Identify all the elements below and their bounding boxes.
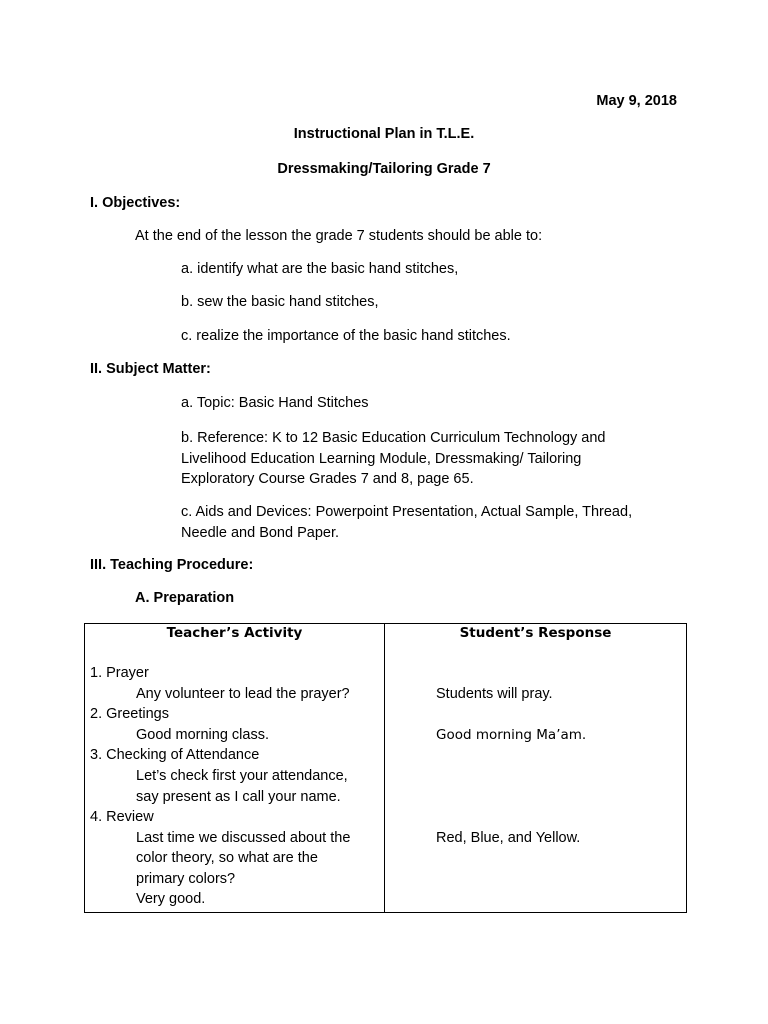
table-row <box>85 643 687 913</box>
teacher-activity-cell <box>85 643 385 913</box>
reference-line: Livelihood Education Learning Module, Dressmaking/ Tailoring <box>181 450 582 467</box>
subject-topic: a. Topic: Basic Hand Stitches <box>181 395 369 411</box>
subject-reference <box>181 428 661 490</box>
reference-line: b. Reference: K to 12 Basic Education Curriculum Technology and <box>181 430 606 446</box>
activity-line: Last time we discussed about the <box>136 830 351 846</box>
activity-line: primary colors? <box>136 871 236 887</box>
activity-line: Any volunteer to lead the prayer? <box>136 686 350 702</box>
preparation-heading: A. Preparation <box>135 590 235 606</box>
activity-line: say present as I call your name. <box>136 789 341 805</box>
activity-line: Let’s check first your attendance, <box>136 768 348 784</box>
aids-line: c. Aids and Devices: Powerpoint Presentation, Actual Sample, Thread, <box>181 504 633 520</box>
activity-line: color theory, so what are the <box>136 850 318 866</box>
activity-line: 2. Greetings <box>90 706 169 722</box>
activity-line: 3. Checking of Attendance <box>90 747 260 763</box>
activity-line: Very good. <box>136 891 206 907</box>
activity-line: 1. Prayer <box>90 665 149 681</box>
activity-line: Good morning class. <box>136 727 269 743</box>
teacher-activity-header: Teacher’s Activity <box>85 624 385 644</box>
response-line: Good morning Ma’am. <box>436 727 587 743</box>
response-line: Red, Blue, and Yellow. <box>436 830 581 846</box>
response-line: Students will pray. <box>436 686 553 702</box>
document-subtitle: Dressmaking/Tailoring Grade 7 <box>277 161 491 177</box>
document-title: Instructional Plan in T.L.E. <box>293 126 475 142</box>
table-header-row <box>85 624 687 644</box>
subject-aids <box>181 502 661 543</box>
activity-line: 4. Review <box>90 809 154 825</box>
document-date: May 9, 2018 <box>596 93 677 109</box>
objectives-heading: I. Objectives: <box>90 195 181 211</box>
subject-matter-heading: II. Subject Matter: <box>90 361 211 377</box>
student-response-cell <box>385 643 687 913</box>
preparation-table <box>84 623 687 913</box>
aids-line: Needle and Bond Paper. <box>181 524 340 541</box>
objectives-lead: At the end of the lesson the grade 7 students should be able to: <box>135 228 543 244</box>
student-response-header: Student’s Response <box>385 624 687 644</box>
reference-line: Exploratory Course Grades 7 and 8, page 65. <box>181 471 474 487</box>
objective-item: c. realize the importance of the basic hand stitches. <box>181 328 511 344</box>
objective-item: a. identify what are the basic hand stitches, <box>181 261 459 277</box>
objective-item: b. sew the basic hand stitches, <box>181 294 379 310</box>
procedure-heading: III. Teaching Procedure: <box>90 557 254 573</box>
